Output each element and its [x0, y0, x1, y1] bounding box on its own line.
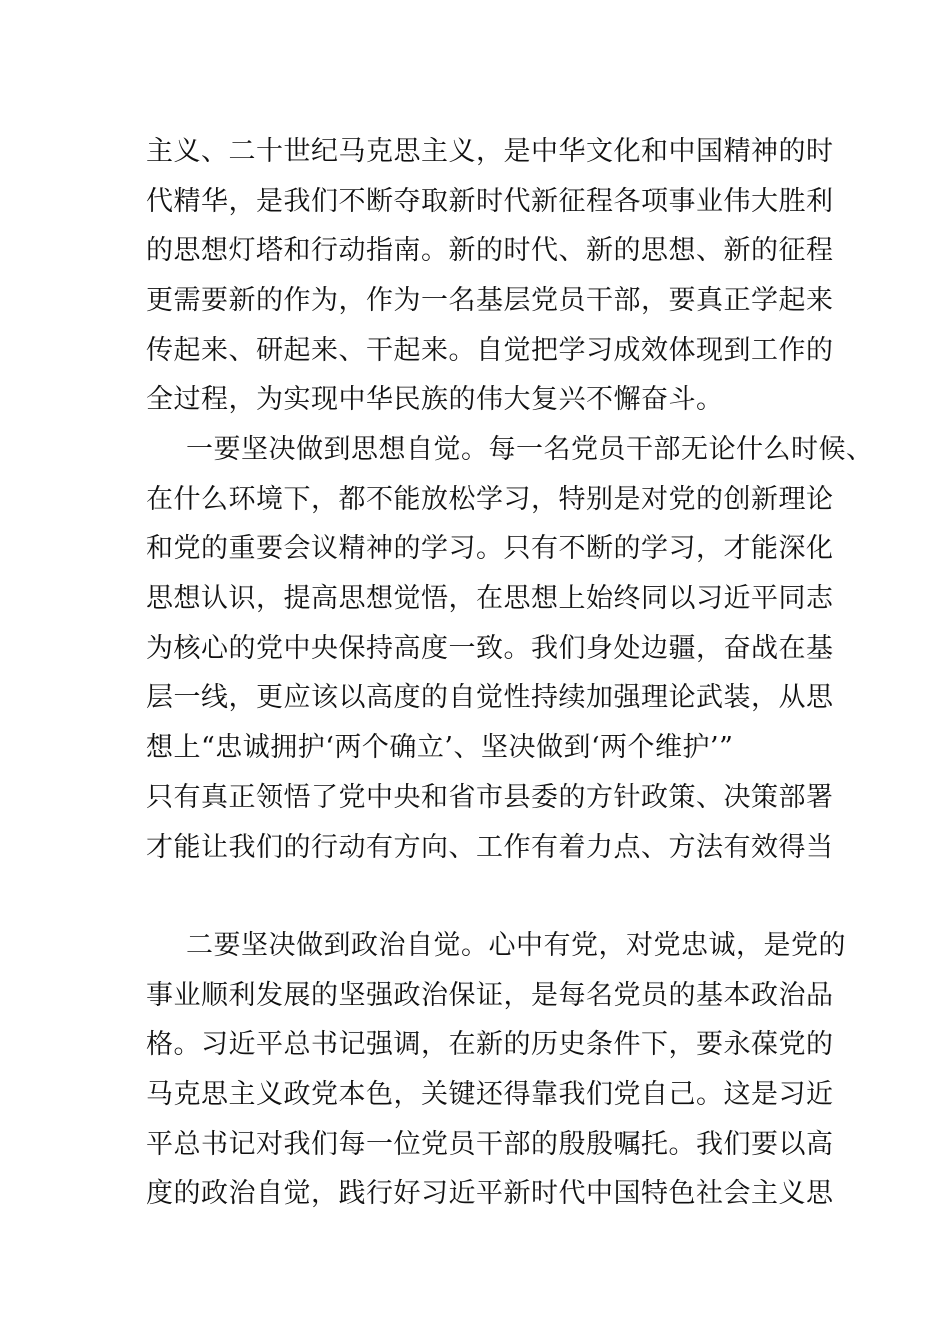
text-line: 更需要新的作为，作为一名基层党员干部，要真正学起来 [146, 285, 834, 317]
text-line: 的思想灯塔和行动指南。新的时代、新的思想、新的征程 [146, 235, 834, 267]
text-line: 层一线，更应该以高度的自觉性持续加强理论武装，从思 [146, 682, 834, 714]
paragraph-ideological-consciousness [146, 425, 874, 872]
text-line: 一要坚决做到思想自觉。每一名党员干部无论什么时候、 [186, 434, 874, 465]
text-line: 格。习近平总书记强调，在新的历史条件下，要永葆党的 [146, 1029, 834, 1061]
paragraph-political-consciousness [146, 921, 846, 1219]
text-line: 才能让我们的行动有方向、工作有着力点、方法有效得当 [146, 831, 834, 863]
text-line: 度的政治自觉，践行好习近平新时代中国特色社会主义思 [146, 1178, 834, 1210]
text-line: 代精华，是我们不断夺取新时代新征程各项事业伟大胜利 [146, 185, 834, 217]
text-line: 和党的重要会议精神的学习。只有不断的学习，才能深化 [146, 533, 834, 565]
text-line: 只有真正领悟了党中央和省市县委的方针政策、决策部署 [146, 781, 834, 813]
text-line: 想上“忠诚拥护‘两个确立’、坚决做到‘两个维护’” [146, 732, 734, 764]
text-line: 思想认识，提高思想觉悟，在思想上始终同以习近平同志 [146, 583, 834, 615]
text-line: 传起来、研起来、干起来。自觉把学习成效体现到工作的 [146, 334, 834, 366]
paragraph-continuation [146, 127, 834, 425]
text-line: 为核心的党中央保持高度一致。我们身处边疆，奋战在基 [146, 632, 834, 664]
text-line: 马克思主义政党本色，关键还得靠我们党自己。这是习近 [146, 1079, 834, 1111]
text-line: 平总书记对我们每一位党员干部的殷殷嘱托。我们要以高 [146, 1128, 834, 1160]
text-line: 主义、二十世纪马克思主义，是中华文化和中国精神的时 [146, 136, 834, 167]
text-line: 二要坚决做到政治自觉。心中有党，对党忠诚，是党的 [186, 930, 846, 961]
text-line: 事业顺利发展的坚强政治保证，是每名党员的基本政治品 [146, 979, 834, 1011]
text-line: 全过程，为实现中华民族的伟大复兴不懈奋斗。 [146, 384, 724, 416]
text-line: 在什么环境下，都不能放松学习，特别是对党的创新理论 [146, 483, 834, 515]
